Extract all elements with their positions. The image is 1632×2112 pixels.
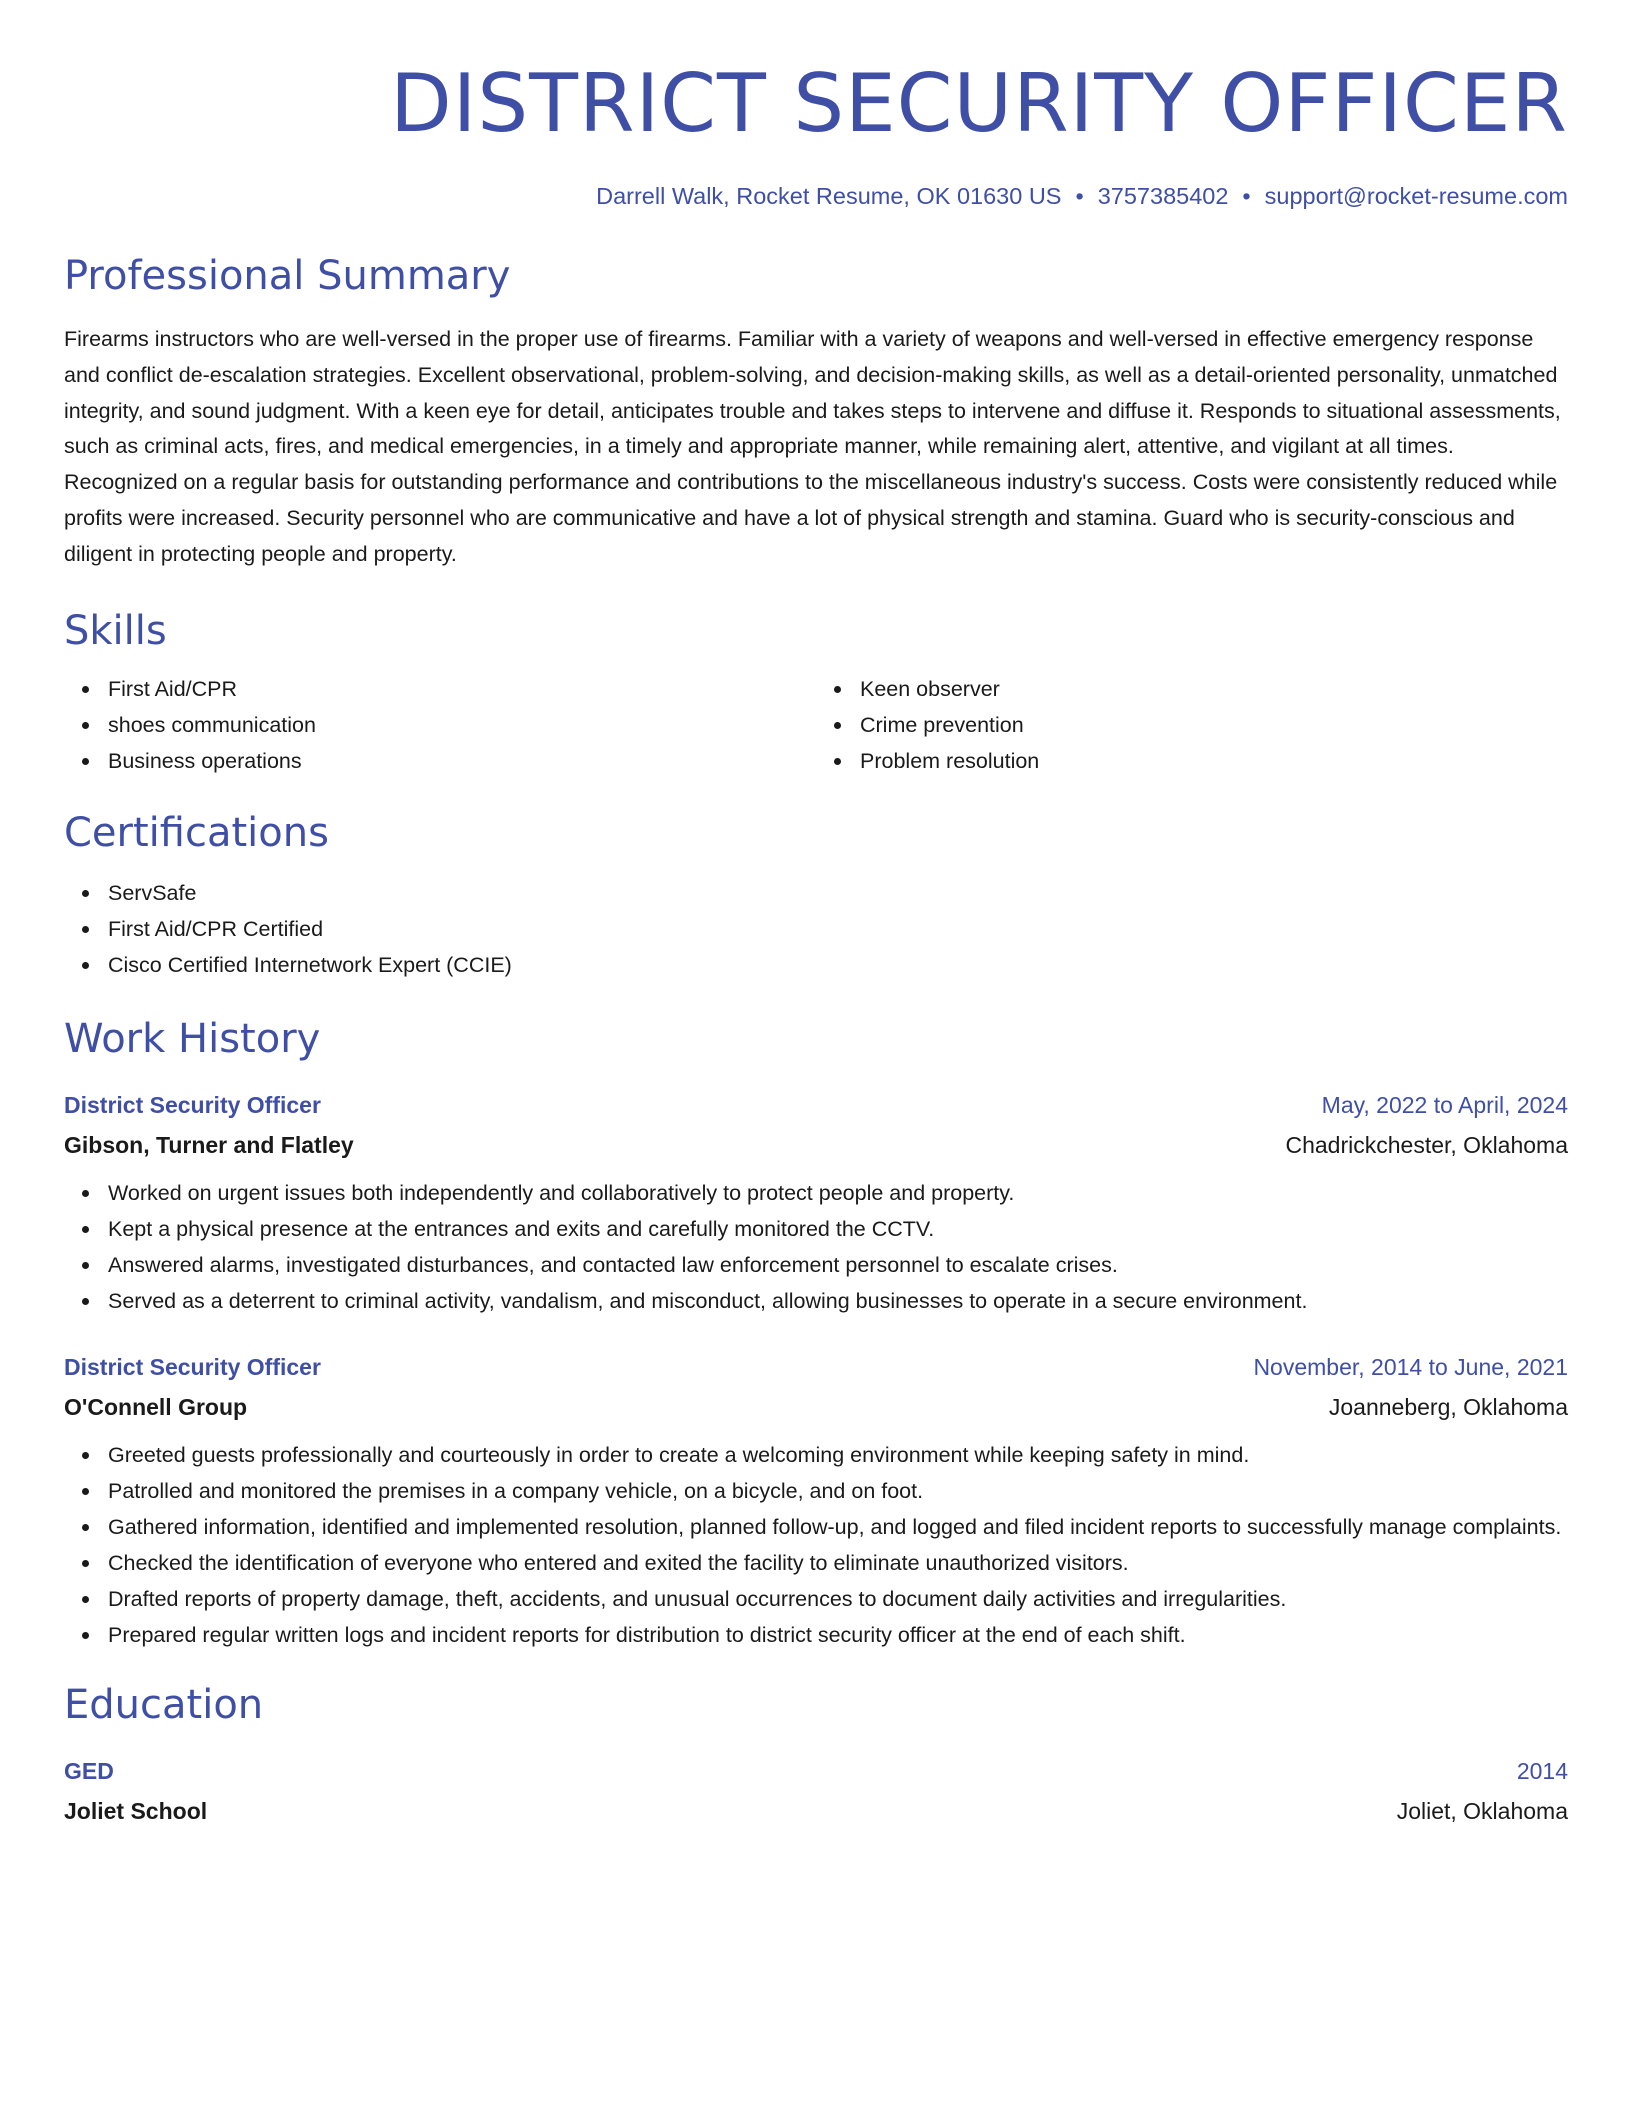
job-duty: Answered alarms, investigated disturbances, and contacted law enforcement personnel to escalate crises. (108, 1247, 1568, 1283)
education-school: Joliet School (64, 1797, 208, 1824)
job-duty: Gathered information, identified and implemented resolution, planned follow-up, and logged and filed incident reports to successfully manage complaints. (108, 1509, 1568, 1545)
contact-separator: • (1242, 183, 1251, 209)
certification-item: ServSafe (108, 875, 1568, 911)
job-position: District Security Officer (64, 1091, 321, 1118)
job-duties-list (64, 1175, 1568, 1319)
education-heading: Education (64, 1681, 264, 1728)
job-company: O'Connell Group (64, 1393, 248, 1420)
work-history-heading: Work History (64, 1015, 321, 1062)
education-school-row (64, 1791, 1568, 1831)
skill-item: Keen observer (860, 671, 1568, 707)
education-entry (64, 1751, 1568, 1831)
job-duties-list (64, 1437, 1568, 1653)
certification-item: Cisco Certified Internetwork Expert (CCIE) (108, 947, 1568, 983)
resume-header (64, 56, 1568, 212)
job-duty: Served as a deterrent to criminal activity, vandalism, and misconduct, allowing businesses to operate in a secure environment. (108, 1283, 1568, 1319)
work-history-section (64, 1013, 1568, 1653)
job-title: DISTRICT SECURITY OFFICER (390, 57, 1568, 150)
education-section (64, 1679, 1568, 1831)
job-entry (64, 1347, 1568, 1653)
contact-separator: • (1075, 183, 1084, 209)
job-dates: May, 2022 to April, 2024 (1321, 1091, 1568, 1118)
skill-item: Problem resolution (860, 743, 1568, 779)
education-location: Joliet, Oklahoma (1396, 1797, 1568, 1824)
job-dates: November, 2014 to June, 2021 (1253, 1353, 1568, 1380)
job-duty: Patrolled and monitored the premises in a company vehicle, on a bicycle, and on foot. (108, 1473, 1568, 1509)
job-duty: Worked on urgent issues both independently and collaboratively to protect people and property. (108, 1175, 1568, 1211)
summary-heading: Professional Summary (64, 253, 511, 299)
contact-email: support@rocket-resume.com (1264, 183, 1568, 209)
skills-list (816, 671, 1568, 779)
job-duty: Greeted guests professionally and courteously in order to create a welcoming environment while keeping safety in mind. (108, 1437, 1568, 1473)
certification-item: First Aid/CPR Certified (108, 911, 1568, 947)
education-degree-row (64, 1751, 1568, 1791)
job-duty: Drafted reports of property damage, theft, accidents, and unusual occurrences to document daily activities and irregularities. (108, 1581, 1568, 1617)
skills-list (64, 671, 816, 779)
skills-columns (64, 671, 1568, 779)
job-company: Gibson, Turner and Flatley (64, 1131, 354, 1158)
summary-section (64, 250, 1568, 573)
job-duty: Prepared regular written logs and incident reports for distribution to district security officer at the end of each shift. (108, 1617, 1568, 1653)
contact-line (64, 180, 1568, 212)
education-degree: GED (64, 1757, 114, 1784)
certifications-heading: Certifications (64, 809, 329, 856)
skill-item: First Aid/CPR (108, 671, 816, 707)
education-year: 2014 (1516, 1757, 1568, 1784)
job-duty: Kept a physical presence at the entrances and exits and carefully monitored the CCTV. (108, 1211, 1568, 1247)
job-company-row (64, 1125, 1568, 1165)
certifications-section (64, 807, 1568, 983)
job-title-row (64, 1085, 1568, 1125)
skill-item: Business operations (108, 743, 816, 779)
certifications-list (64, 875, 1568, 983)
contact-phone: 3757385402 (1097, 183, 1229, 209)
job-company-row (64, 1387, 1568, 1427)
skills-column-left (64, 671, 816, 779)
skill-item: shoes communication (108, 707, 816, 743)
skills-heading: Skills (64, 607, 167, 654)
job-position: District Security Officer (64, 1353, 321, 1380)
job-duty: Checked the identification of everyone who entered and exited the facility to eliminate unauthorized visitors. (108, 1545, 1568, 1581)
skills-column-right (816, 671, 1568, 779)
skills-section (64, 605, 1568, 779)
job-location: Joanneberg, Oklahoma (1328, 1393, 1568, 1420)
job-entry (64, 1085, 1568, 1319)
skill-item: Crime prevention (860, 707, 1568, 743)
contact-address: Darrell Walk, Rocket Resume, OK 01630 US (596, 183, 1062, 209)
summary-text: Firearms instructors who are well-versed in the proper use of firearms. Familiar with a variety of weapons and well-versed in effective emergency response and conflict de-escalation strategies. Excellent observational, problem-solving, and decision-making skills, as well as a detail-oriented personality, unmatched integrity, and sound judgment. With a keen eye for detail, anticipates trouble and takes steps to intervene and diffuse it. Responds to situational assessments, such as criminal acts, fires, and medical emergencies, in a timely and appropriate manner, while remaining alert, attentive, and vigilant at all times. Recognized on a regular basis for outstanding performance and contributions to the miscellaneous industry's success. Costs were consistently reduced while profits were increased. Security personnel who are communicative and have a lot of physical strength and stamina. Guard who is security-conscious and diligent in protecting people and property. (64, 327, 1561, 566)
job-title-row (64, 1347, 1568, 1387)
job-location: Chadrickchester, Oklahoma (1285, 1131, 1568, 1158)
